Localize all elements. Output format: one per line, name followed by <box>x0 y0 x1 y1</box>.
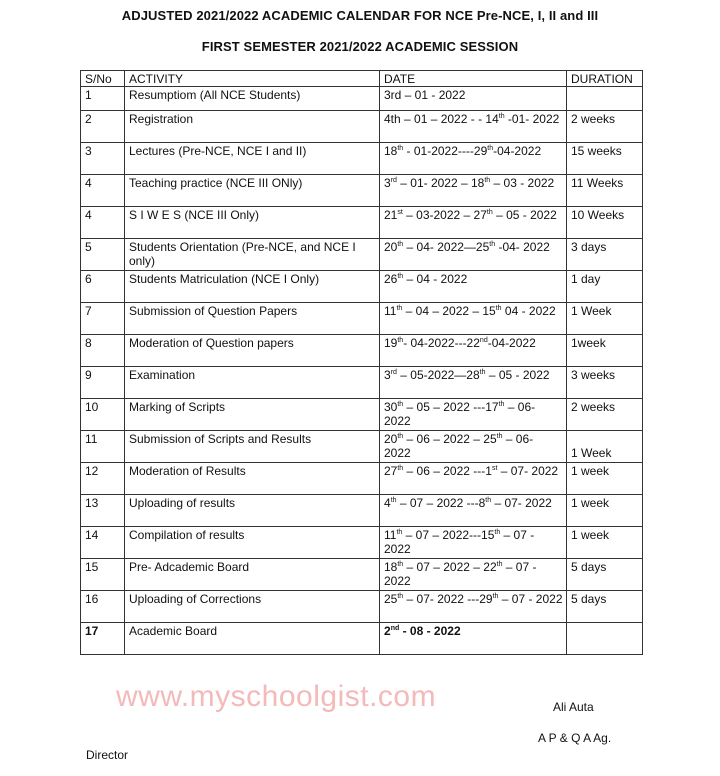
cell-activity: Uploading of Corrections <box>125 591 380 623</box>
cell-duration: 11 Weeks <box>567 175 643 207</box>
cell-date: 18th – 07 – 2022 – 22th – 07 - 2022 <box>380 559 567 591</box>
cell-sn: 4 <box>81 207 125 239</box>
column-header-sn: S/No <box>81 71 125 87</box>
cell-date: 25th – 07- 2022 ---29th – 07 - 2022 <box>380 591 567 623</box>
cell-sn: 16 <box>81 591 125 623</box>
cell-date: 19th- 04-2022---22nd-04-2022 <box>380 335 567 367</box>
cell-activity: Lectures (Pre-NCE, NCE I and II) <box>125 143 380 175</box>
cell-date: 27th – 06 – 2022 ---1st – 07- 2022 <box>380 463 567 495</box>
document-title: ADJUSTED 2021/2022 ACADEMIC CALENDAR FOR NCE Pre-NCE, I, II and III <box>121 8 599 23</box>
cell-duration <box>567 623 643 655</box>
cell-sn: 15 <box>81 559 125 591</box>
cell-activity: Teaching practice (NCE III ONly) <box>125 175 380 207</box>
table-row <box>81 239 643 271</box>
table-header-row <box>81 71 643 87</box>
cell-duration: 5 days <box>567 591 643 623</box>
cell-sn: 17 <box>81 623 125 655</box>
table-row <box>81 463 643 495</box>
cell-date: 3rd – 01 - 2022 <box>380 87 567 111</box>
cell-activity: Resumptiom (All NCE Students) <box>125 87 380 111</box>
cell-activity: Marking of Scripts <box>125 399 380 431</box>
cell-date: 11th – 04 – 2022 – 15th 04 - 2022 <box>380 303 567 335</box>
cell-date: 11th – 07 – 2022---15th – 07 - 2022 <box>380 527 567 559</box>
cell-duration: 5 days <box>567 559 643 591</box>
cell-duration: 1 week <box>567 527 643 559</box>
cell-sn: 8 <box>81 335 125 367</box>
table-row <box>81 111 643 143</box>
cell-activity: Pre- Adcademic Board <box>125 559 380 591</box>
cell-activity: Students Orientation (Pre-NCE, and NCE I only) <box>125 239 380 271</box>
cell-duration: 3 days <box>567 239 643 271</box>
table-row <box>81 559 643 591</box>
cell-activity: Uploading of results <box>125 495 380 527</box>
cell-duration: 15 weeks <box>567 143 643 175</box>
cell-sn: 11 <box>81 431 125 463</box>
cell-duration: 1 Week <box>567 431 643 463</box>
cell-sn: 14 <box>81 527 125 559</box>
cell-date: 3rd – 05-2022—28th – 05 - 2022 <box>380 367 567 399</box>
cell-sn: 6 <box>81 271 125 303</box>
cell-duration: 1 Week <box>567 303 643 335</box>
cell-sn: 3 <box>81 143 125 175</box>
document-subtitle: FIRST SEMESTER 2021/2022 ACADEMIC SESSION <box>201 39 519 54</box>
cell-activity: Submission of Scripts and Results <box>125 431 380 463</box>
cell-activity: Examination <box>125 367 380 399</box>
table-row <box>81 367 643 399</box>
column-header-date: DATE <box>380 71 567 87</box>
table-row <box>81 399 643 431</box>
cell-duration: 2 weeks <box>567 399 643 431</box>
cell-date: 20th – 06 – 2022 – 25th – 06- 2022 <box>380 431 567 463</box>
cell-activity: Academic Board <box>125 623 380 655</box>
cell-activity: Students Matriculation (NCE I Only) <box>125 271 380 303</box>
table-row <box>81 271 643 303</box>
table-row <box>81 591 643 623</box>
cell-activity: S I W E S (NCE III Only) <box>125 207 380 239</box>
cell-sn: 12 <box>81 463 125 495</box>
cell-sn: 10 <box>81 399 125 431</box>
cell-sn: 1 <box>81 87 125 111</box>
cell-activity: Registration <box>125 111 380 143</box>
cell-sn: 4 <box>81 175 125 207</box>
cell-duration: 1 week <box>567 463 643 495</box>
cell-date: 30th – 05 – 2022 ---17th – 06- 2022 <box>380 399 567 431</box>
table-row <box>81 87 643 111</box>
table-row <box>81 335 643 367</box>
column-header-duration: DURATION <box>567 71 643 87</box>
table-row <box>81 143 643 175</box>
cell-date: 4th – 07 – 2022 ---8th – 07- 2022 <box>380 495 567 527</box>
cell-duration: 1 day <box>567 271 643 303</box>
signatory-name: Ali Auta <box>553 700 594 714</box>
cell-activity: Moderation of Question papers <box>125 335 380 367</box>
cell-date: 26th – 04 - 2022 <box>380 271 567 303</box>
cell-sn: 13 <box>81 495 125 527</box>
table-row <box>81 527 643 559</box>
cell-sn: 9 <box>81 367 125 399</box>
cell-sn: 7 <box>81 303 125 335</box>
cell-duration: 1week <box>567 335 643 367</box>
cell-date: 3rd – 01- 2022 – 18th – 03 - 2022 <box>380 175 567 207</box>
cell-date: 4th – 01 – 2022 - - 14th -01- 2022 <box>380 111 567 143</box>
table-row <box>81 175 643 207</box>
table-body <box>81 87 643 655</box>
table-row <box>81 431 643 463</box>
table-row <box>81 207 643 239</box>
cell-sn: 2 <box>81 111 125 143</box>
cell-duration: 2 weeks <box>567 111 643 143</box>
signatory-position: Director <box>86 748 129 762</box>
table-row <box>81 623 643 655</box>
cell-activity: Compilation of results <box>125 527 380 559</box>
cell-sn: 5 <box>81 239 125 271</box>
watermark: www.myschoolgist.com <box>116 680 437 713</box>
calendar-table <box>80 70 643 655</box>
signatory-title: A P & Q A Ag. <box>538 731 612 745</box>
cell-duration: 3 weeks <box>567 367 643 399</box>
cell-duration: 10 Weeks <box>567 207 643 239</box>
cell-date: 18th - 01-2022----29th-04-2022 <box>380 143 567 175</box>
cell-date: 2nd - 08 - 2022 <box>380 623 567 655</box>
column-header-activity: ACTIVITY <box>125 71 380 87</box>
cell-duration: 1 week <box>567 495 643 527</box>
cell-activity: Moderation of Results <box>125 463 380 495</box>
table-row <box>81 303 643 335</box>
cell-date: 20th – 04- 2022—25th -04- 2022 <box>380 239 567 271</box>
table-row <box>81 495 643 527</box>
cell-date: 21st – 03-2022 – 27th – 05 - 2022 <box>380 207 567 239</box>
cell-activity: Submission of Question Papers <box>125 303 380 335</box>
cell-duration <box>567 87 643 111</box>
